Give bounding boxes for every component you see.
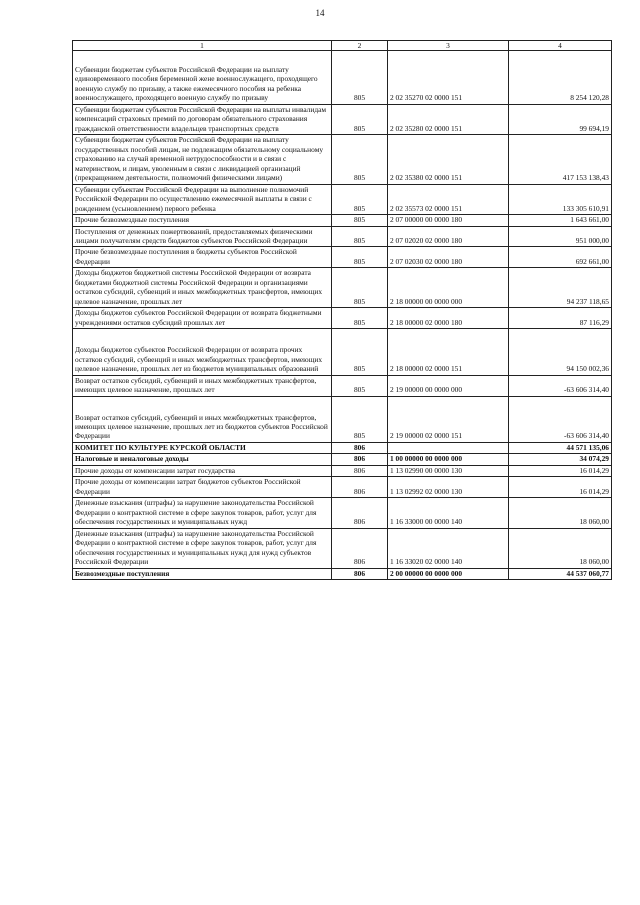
row-admin-code: 805 (332, 329, 388, 375)
page-number: 14 (315, 8, 325, 18)
row-admin-code: 806 (332, 465, 388, 476)
table-row (73, 498, 612, 528)
row-admin-code: 806 (332, 568, 388, 579)
row-budget-code: 1 00 00000 00 0000 000 (388, 454, 509, 465)
row-admin-code: 805 (332, 51, 388, 105)
row-budget-code: 2 07 02030 02 0000 180 (388, 247, 509, 268)
row-amount: 133 305 610,91 (509, 184, 612, 214)
row-amount: 8 254 120,28 (509, 51, 612, 105)
row-budget-code: 1 16 33020 02 0000 140 (388, 528, 509, 568)
row-budget-code: 2 07 00000 00 0000 180 (388, 215, 509, 226)
row-name: Прочие безвозмездные поступления (73, 215, 332, 226)
row-budget-code (388, 442, 509, 453)
row-admin-code: 805 (332, 226, 388, 247)
row-amount: 951 000,00 (509, 226, 612, 247)
table-row (73, 396, 612, 442)
row-admin-code: 805 (332, 215, 388, 226)
table-row (73, 528, 612, 568)
row-name: Налоговые и неналоговые доходы (73, 454, 332, 465)
row-budget-code: 1 13 02992 02 0000 130 (388, 477, 509, 498)
row-name: Прочие доходы от компенсации затрат государства (73, 465, 332, 476)
row-amount: 18 060,00 (509, 528, 612, 568)
table-row (73, 226, 612, 247)
row-amount: 94 237 118,65 (509, 268, 612, 308)
row-admin-code: 806 (332, 528, 388, 568)
row-admin-code: 805 (332, 375, 388, 396)
table-row (73, 308, 612, 329)
row-amount: 18 060,00 (509, 498, 612, 528)
row-name: Субвенции бюджетам субъектов Российской Федерации на выплату государственных пособий лицам, не подлежащим обязательному социальному страхованию на случай временной нетрудоспособности и в связи с материнством, и лицам, уволенным в связи с ликвидацией организаций (прекращением деятельности, полномочий физическими лицами) (73, 135, 332, 184)
row-admin-code: 805 (332, 268, 388, 308)
row-name: Денежные взыскания (штрафы) за нарушение законодательства Российской Федерации о контрактной системе в сфере закупок товаров, работ, услуг для обеспечения государственных и муниципальных нужд для нужд субъектов Российской Федерации (73, 528, 332, 568)
column-header-admin: 2 (332, 41, 388, 51)
row-budget-code: 2 18 00000 02 0000 151 (388, 329, 509, 375)
table-row (73, 442, 612, 453)
row-name: Прочие доходы от компенсации затрат бюджетов субъектов Российской Федерации (73, 477, 332, 498)
row-name: Субвенции бюджетам субъектов Российской Федерации на выплату единовременного пособия беременной жене военнослужащего, проходящего военную службу по призыву, а также ежемесячного пособия на ребенка военнослужащего, проходящего военную службу по призыву (73, 51, 332, 105)
row-amount: -63 606 314,40 (509, 396, 612, 442)
row-budget-code: 2 02 35573 02 0000 151 (388, 184, 509, 214)
row-admin-code: 806 (332, 442, 388, 453)
row-admin-code: 806 (332, 477, 388, 498)
column-header-amount: 4 (509, 41, 612, 51)
column-header-name: 1 (73, 41, 332, 51)
row-admin-code: 805 (332, 308, 388, 329)
row-budget-code: 2 18 00000 02 0000 180 (388, 308, 509, 329)
table-row (73, 568, 612, 579)
row-budget-code: 2 07 02020 02 0000 180 (388, 226, 509, 247)
budget-revenue-table (72, 40, 612, 580)
row-budget-code: 2 19 00000 02 0000 151 (388, 396, 509, 442)
row-amount: -63 606 314,40 (509, 375, 612, 396)
row-amount: 44 571 135,06 (509, 442, 612, 453)
row-name: Доходы бюджетов субъектов Российской Федерации от возврата бюджетными учреждениями остатков субсидий прошлых лет (73, 308, 332, 329)
table-row (73, 104, 612, 134)
row-admin-code: 805 (332, 184, 388, 214)
table-body (73, 51, 612, 580)
row-name: Безвозмездные поступления (73, 568, 332, 579)
row-name: Поступления от денежных пожертвований, предоставляемых физическими лицами получателям средств бюджетов субъектов Российской Федерации (73, 226, 332, 247)
row-amount: 417 153 138,43 (509, 135, 612, 184)
row-name: КОМИТЕТ ПО КУЛЬТУРЕ КУРСКОЙ ОБЛАСТИ (73, 442, 332, 453)
table-row (73, 465, 612, 476)
row-budget-code: 2 02 35380 02 0000 151 (388, 135, 509, 184)
row-budget-code: 2 19 00000 00 0000 000 (388, 375, 509, 396)
table-row (73, 215, 612, 226)
row-admin-code: 805 (332, 396, 388, 442)
row-admin-code: 806 (332, 454, 388, 465)
table-header-row (73, 41, 612, 51)
row-name: Прочие безвозмездные поступления в бюджеты субъектов Российской Федерации (73, 247, 332, 268)
table-row (73, 135, 612, 184)
row-admin-code: 806 (332, 498, 388, 528)
row-amount: 87 116,29 (509, 308, 612, 329)
row-name: Доходы бюджетов субъектов Российской Федерации от возврата прочих остатков субсидий, субвенций и иных межбюджетных трансфертов, имеющих целевое назначение, прошлых лет из бюджетов муниципальных образований (73, 329, 332, 375)
table-row (73, 375, 612, 396)
row-amount: 44 537 060,77 (509, 568, 612, 579)
row-name: Денежные взыскания (штрафы) за нарушение законодательства Российской Федерации о контрактной системе в сфере закупок товаров, работ, услуг для обеспечения государственных и муниципальных нужд (73, 498, 332, 528)
row-name: Возврат остатков субсидий, субвенций и иных межбюджетных трансфертов, имеющих целевое назначение, прошлых лет (73, 375, 332, 396)
table-row (73, 454, 612, 465)
table-row (73, 51, 612, 105)
column-header-code: 3 (388, 41, 509, 51)
table-row (73, 477, 612, 498)
row-amount: 16 014,29 (509, 477, 612, 498)
table-row (73, 268, 612, 308)
table-row (73, 247, 612, 268)
table-row (73, 184, 612, 214)
row-budget-code: 1 13 02990 00 0000 130 (388, 465, 509, 476)
row-budget-code: 2 18 00000 00 0000 000 (388, 268, 509, 308)
row-amount: 16 014,29 (509, 465, 612, 476)
row-amount: 1 643 661,00 (509, 215, 612, 226)
row-name: Доходы бюджетов бюджетной системы Российской Федерации от возврата бюджетами бюджетной системы Российской Федерации и организациями остатков субсидий, субвенций и иных межбюджетных трансфертов, имеющих целевое назначение, прошлых лет (73, 268, 332, 308)
row-budget-code: 2 02 35270 02 0000 151 (388, 51, 509, 105)
row-admin-code: 805 (332, 104, 388, 134)
row-admin-code: 805 (332, 247, 388, 268)
row-amount: 94 150 002,36 (509, 329, 612, 375)
row-budget-code: 1 16 33000 00 0000 140 (388, 498, 509, 528)
row-amount: 34 074,29 (509, 454, 612, 465)
row-admin-code: 805 (332, 135, 388, 184)
table-row (73, 329, 612, 375)
row-name: Субвенции субъектам Российской Федерации на выполнение полномочий Российской Федерации по осуществлению ежемесячной выплаты в связи с рождением (усыновлением) первого ребенка (73, 184, 332, 214)
row-budget-code: 2 00 00000 00 0000 000 (388, 568, 509, 579)
row-amount: 99 694,19 (509, 104, 612, 134)
row-amount: 692 661,00 (509, 247, 612, 268)
row-name: Субвенции бюджетам субъектов Российской Федерации на выплаты инвалидам компенсаций страховых премий по договорам обязательного страхования гражданской ответственности владельцев транспортных средств (73, 104, 332, 134)
row-name: Возврат остатков субсидий, субвенций и иных межбюджетных трансфертов, имеющих целевое назначение, прошлых лет из бюджетов субъектов Российской Федерации (73, 396, 332, 442)
row-budget-code: 2 02 35280 02 0000 151 (388, 104, 509, 134)
